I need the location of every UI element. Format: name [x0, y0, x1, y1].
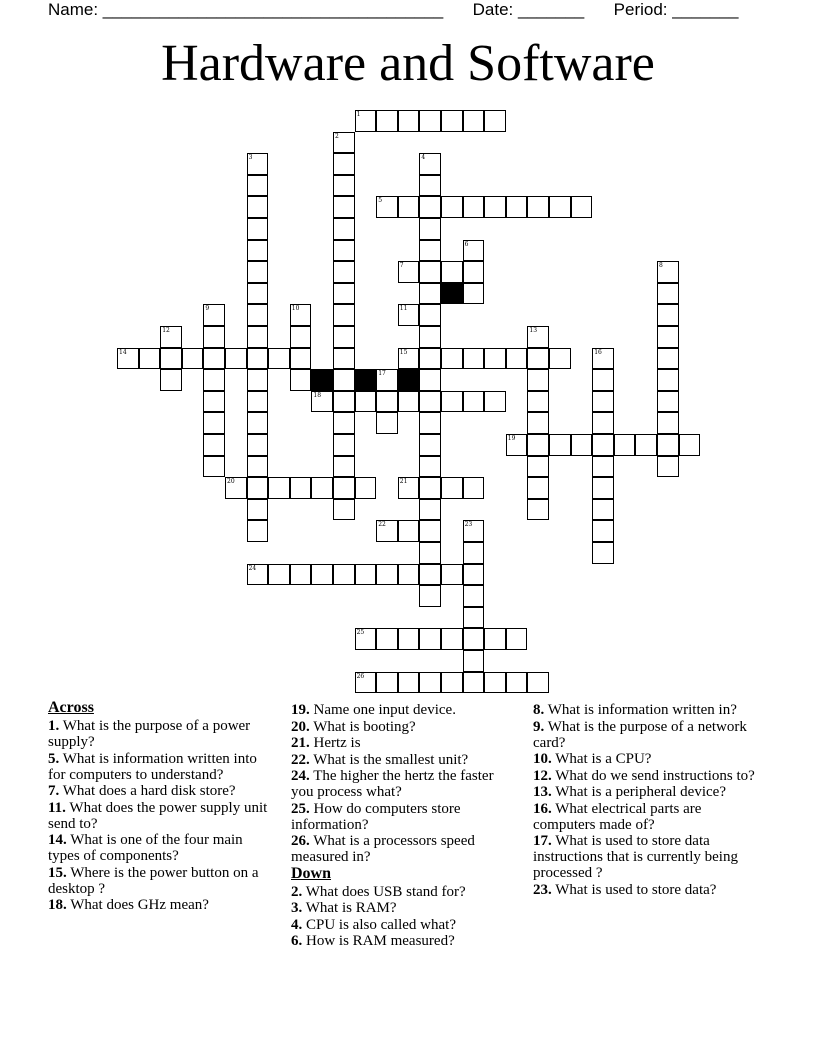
grid-cell[interactable] — [679, 434, 701, 456]
clue-18: 18. What does GHz mean? — [48, 897, 209, 913]
grid-cell[interactable] — [527, 391, 549, 413]
grid-cell[interactable] — [527, 348, 549, 370]
name-field-label[interactable]: Name: ____________________________________ — [48, 0, 444, 19]
clue-12: 12. What do we send instructions to? — [533, 767, 755, 784]
clue-10: 10. What is a CPU? — [533, 751, 652, 767]
clue-number: 13 — [529, 327, 538, 334]
grid-cell[interactable] — [247, 456, 269, 478]
grid-cell[interactable] — [398, 628, 420, 650]
grid-cell[interactable] — [247, 477, 269, 499]
grid-cell[interactable] — [182, 348, 204, 370]
grid-cell[interactable] — [419, 110, 441, 132]
clues-column-2 — [291, 702, 519, 950]
grid-cell[interactable] — [268, 348, 290, 370]
clue-number: 4 — [421, 154, 426, 162]
grid-cell[interactable] — [527, 499, 549, 521]
grid-cell[interactable] — [592, 520, 614, 542]
grid-cell[interactable] — [355, 628, 377, 650]
clue-1: 1. What is the purpose of a power supply? — [48, 718, 251, 750]
grid-cell[interactable] — [333, 261, 355, 283]
grid-cell[interactable] — [333, 153, 355, 175]
grid-cell[interactable] — [527, 477, 549, 499]
grid-cell[interactable] — [463, 477, 485, 499]
grid-cell[interactable] — [247, 369, 269, 391]
clue-number: 14 — [119, 348, 127, 356]
grid-cell[interactable] — [333, 434, 355, 456]
grid-cell[interactable] — [419, 628, 441, 650]
clue-number: 20 — [227, 478, 235, 486]
clue-23: 23. What is used to store data? — [533, 881, 717, 898]
grid-cell[interactable] — [441, 564, 463, 586]
grid-cell[interactable] — [441, 628, 463, 650]
grid-cell[interactable] — [376, 520, 398, 542]
clue-13: 13. What is a peripheral device? — [533, 784, 726, 800]
grid-cell[interactable] — [527, 672, 549, 694]
clue-number: 25 — [356, 629, 365, 637]
grid-cell[interactable] — [376, 110, 398, 132]
grid-cell[interactable] — [419, 585, 441, 607]
grid-cell[interactable] — [203, 369, 225, 391]
grid-cell[interactable] — [419, 218, 441, 240]
grid-cell[interactable] — [203, 412, 225, 434]
grid-cell[interactable] — [333, 132, 355, 154]
grid-cell[interactable] — [247, 564, 269, 586]
grid-cell[interactable] — [484, 348, 506, 370]
clue-number: 19 — [507, 435, 516, 442]
grid-cell[interactable] — [333, 283, 355, 305]
grid-cell[interactable] — [419, 196, 441, 218]
clues-column-1 — [48, 700, 278, 914]
grid-cell[interactable] — [657, 326, 679, 348]
grid-cell[interactable] — [592, 434, 614, 456]
grid-cell[interactable] — [333, 477, 355, 499]
grid-cell[interactable] — [592, 542, 614, 564]
grid-cell[interactable] — [657, 369, 679, 391]
grid-cell[interactable] — [268, 477, 290, 499]
grid-cell[interactable] — [398, 477, 420, 499]
grid-cell[interactable] — [527, 434, 549, 456]
clue-number: 24 — [248, 564, 257, 572]
grid-cell[interactable] — [247, 520, 269, 542]
grid-cell[interactable] — [203, 391, 225, 413]
grid-cell[interactable] — [225, 477, 247, 499]
grid-cell[interactable] — [419, 456, 441, 478]
grid-cell[interactable] — [419, 175, 441, 197]
clues-column-3 — [533, 702, 758, 898]
grid-cell[interactable] — [398, 672, 420, 694]
grid-cell[interactable] — [441, 477, 463, 499]
grid-cell[interactable] — [247, 326, 269, 348]
grid-cell[interactable] — [657, 391, 679, 413]
clue-number: 3 — [248, 154, 253, 162]
grid-cell[interactable] — [463, 542, 485, 564]
clue-number: 12 — [162, 327, 170, 334]
grid-cell[interactable] — [549, 434, 571, 456]
clue-4: 4. CPU is also called what? — [291, 916, 456, 933]
clue-21: 21. Hertz is — [291, 735, 361, 751]
grid-cell[interactable] — [311, 564, 333, 586]
grid-cell[interactable] — [247, 218, 269, 240]
grid-cell[interactable] — [484, 110, 506, 132]
grid-cell[interactable] — [419, 348, 441, 370]
grid-cell[interactable] — [527, 412, 549, 434]
grid-cell[interactable] — [203, 348, 225, 370]
grid-cell[interactable] — [463, 607, 485, 629]
grid-cell[interactable] — [463, 585, 485, 607]
grid-cell[interactable] — [506, 348, 528, 370]
grid-cell[interactable] — [376, 391, 398, 413]
clue-number: 10 — [291, 305, 300, 313]
period-field-label[interactable]: Period: _______ — [613, 0, 739, 19]
clue-number: 7 — [399, 262, 404, 270]
grid-cell[interactable] — [592, 412, 614, 434]
clue-17: 17. What is used to store data instructions that is currently being processed ? — [533, 833, 738, 881]
clue-5: 5. What is information written into for computers to understand? — [48, 750, 257, 783]
grid-cell[interactable] — [160, 369, 182, 391]
down-heading: Down — [291, 864, 332, 882]
grid-cell[interactable] — [376, 412, 398, 434]
grid-cell[interactable] — [419, 304, 441, 326]
grid-cell[interactable] — [398, 261, 420, 283]
grid-cell[interactable] — [333, 175, 355, 197]
grid-cell[interactable] — [247, 348, 269, 370]
grid-cell[interactable] — [657, 434, 679, 456]
grid-cell[interactable] — [549, 348, 571, 370]
grid-cell[interactable] — [333, 564, 355, 586]
grid-cell[interactable] — [419, 412, 441, 434]
grid-cell[interactable] — [333, 348, 355, 370]
grid-cell[interactable] — [657, 456, 679, 478]
grid-cell[interactable] — [290, 348, 312, 370]
clue-11: 11. What does the power supply unit send to? — [48, 799, 268, 832]
clue-number: 2 — [335, 132, 339, 140]
grid-cell[interactable] — [376, 628, 398, 650]
grid-cell[interactable] — [463, 348, 485, 370]
grid-cell[interactable] — [333, 196, 355, 218]
clue-number: 1 — [356, 111, 361, 118]
grid-cell[interactable] — [333, 412, 355, 434]
grid-cell[interactable] — [247, 499, 269, 521]
shaded-cell — [355, 369, 377, 391]
grid-cell[interactable] — [203, 326, 225, 348]
clue-3: 3. What is RAM? — [291, 900, 397, 916]
grid-cell[interactable] — [290, 304, 312, 326]
grid-cell[interactable] — [419, 261, 441, 283]
grid-cell[interactable] — [247, 261, 269, 283]
grid-cell[interactable] — [203, 304, 225, 326]
grid-cell[interactable] — [355, 477, 377, 499]
grid-cell[interactable] — [398, 348, 420, 370]
grid-cell[interactable] — [592, 477, 614, 499]
grid-cell[interactable] — [376, 672, 398, 694]
clue-number: 5 — [378, 197, 383, 205]
grid-cell[interactable] — [419, 499, 441, 521]
grid-cell[interactable] — [441, 391, 463, 413]
grid-cell[interactable] — [117, 348, 139, 370]
grid-cell[interactable] — [290, 369, 312, 391]
clue-20: 20. What is booting? — [291, 718, 416, 735]
grid-cell[interactable] — [398, 110, 420, 132]
grid-cell[interactable] — [398, 564, 420, 586]
grid-cell[interactable] — [419, 434, 441, 456]
clue-2: 2. What does USB stand for? — [291, 883, 466, 900]
grid-cell[interactable] — [376, 564, 398, 586]
grid-cell[interactable] — [484, 196, 506, 218]
grid-cell[interactable] — [592, 348, 614, 370]
date-field-label[interactable]: Date: _______ — [472, 0, 585, 19]
grid-cell[interactable] — [247, 304, 269, 326]
grid-cell[interactable] — [463, 110, 485, 132]
grid-cell[interactable] — [419, 240, 441, 262]
grid-cell[interactable] — [247, 175, 269, 197]
clue-number: 9 — [205, 305, 210, 313]
grid-cell[interactable] — [333, 326, 355, 348]
grid-cell[interactable] — [398, 304, 420, 326]
grid-cell[interactable] — [333, 499, 355, 521]
grid-cell[interactable] — [527, 326, 549, 348]
grid-cell[interactable] — [311, 477, 333, 499]
grid-cell[interactable] — [657, 283, 679, 305]
grid-cell[interactable] — [247, 283, 269, 305]
grid-cell[interactable] — [441, 261, 463, 283]
grid-cell[interactable] — [419, 153, 441, 175]
grid-cell[interactable] — [463, 261, 485, 283]
grid-cell[interactable] — [441, 196, 463, 218]
clue-25: 25. How do computers store information? — [291, 800, 461, 833]
grid-cell[interactable] — [657, 348, 679, 370]
grid-cell[interactable] — [571, 434, 593, 456]
grid-cell[interactable] — [419, 477, 441, 499]
grid-cell[interactable] — [506, 628, 528, 650]
clue-number: 23 — [464, 521, 473, 529]
grid-cell[interactable] — [376, 196, 398, 218]
clue-number: 22 — [378, 521, 386, 529]
grid-cell[interactable] — [225, 348, 247, 370]
grid-cell[interactable] — [203, 456, 225, 478]
grid-cell[interactable] — [527, 369, 549, 391]
grid-cell[interactable] — [203, 434, 225, 456]
clue-number: 21 — [399, 478, 408, 486]
grid-cell[interactable] — [657, 304, 679, 326]
shaded-cell — [398, 369, 420, 391]
grid-cell[interactable] — [527, 196, 549, 218]
grid-cell[interactable] — [247, 434, 269, 456]
grid-cell[interactable] — [247, 391, 269, 413]
grid-cell[interactable] — [355, 110, 377, 132]
grid-cell[interactable] — [463, 672, 485, 694]
clue-number: 17 — [378, 370, 386, 378]
shaded-cell — [311, 369, 333, 391]
grid-cell[interactable] — [160, 326, 182, 348]
grid-cell[interactable] — [463, 391, 485, 413]
clue-15: 15. Where is the power button on a desktop ? — [48, 864, 259, 897]
grid-cell[interactable] — [247, 153, 269, 175]
page-title: Hardware and Software — [161, 35, 655, 92]
clue-number: 6 — [464, 240, 469, 248]
grid-cell[interactable] — [290, 477, 312, 499]
grid-cell[interactable] — [419, 564, 441, 586]
grid-cell[interactable] — [527, 456, 549, 478]
grid-cell[interactable] — [247, 412, 269, 434]
grid-cell[interactable] — [311, 391, 333, 413]
grid-cell[interactable] — [290, 564, 312, 586]
grid-cell[interactable] — [592, 499, 614, 521]
grid-cell[interactable] — [484, 672, 506, 694]
grid-cell[interactable] — [268, 564, 290, 586]
grid-cell[interactable] — [463, 240, 485, 262]
clue-number: 8 — [659, 262, 663, 270]
grid-cell[interactable] — [592, 456, 614, 478]
grid-cell[interactable] — [247, 240, 269, 262]
grid-cell[interactable] — [463, 196, 485, 218]
grid-cell[interactable] — [463, 650, 485, 672]
grid-cell[interactable] — [333, 218, 355, 240]
across-heading: Across — [48, 699, 94, 716]
grid-cell[interactable] — [419, 520, 441, 542]
grid-cell[interactable] — [355, 391, 377, 413]
grid-cell[interactable] — [419, 542, 441, 564]
grid-cell[interactable] — [657, 261, 679, 283]
grid-cell[interactable] — [463, 564, 485, 586]
clue-number: 26 — [356, 672, 365, 680]
clue-number: 15 — [399, 348, 408, 356]
grid-cell[interactable] — [333, 456, 355, 478]
grid-cell[interactable] — [160, 348, 182, 370]
clue-number: 16 — [594, 348, 602, 356]
clue-19: 19. Name one input device. — [291, 702, 456, 718]
grid-cell[interactable] — [463, 520, 485, 542]
grid-cell[interactable] — [419, 283, 441, 305]
grid-cell[interactable] — [614, 434, 636, 456]
grid-cell[interactable] — [484, 391, 506, 413]
grid-cell[interactable] — [441, 348, 463, 370]
grid-cell[interactable] — [247, 196, 269, 218]
clue-24: 24. The higher the hertz the faster you process what? — [291, 768, 494, 800]
grid-cell[interactable] — [398, 391, 420, 413]
grid-cell[interactable] — [506, 672, 528, 694]
clue-number: 11 — [399, 305, 408, 313]
grid-cell[interactable] — [441, 110, 463, 132]
grid-cell[interactable] — [419, 391, 441, 413]
grid-cell[interactable] — [463, 283, 485, 305]
grid-cell[interactable] — [592, 391, 614, 413]
clue-number: 18 — [313, 391, 322, 399]
grid-cell[interactable] — [657, 412, 679, 434]
grid-cell[interactable] — [290, 326, 312, 348]
grid-cell[interactable] — [441, 672, 463, 694]
clue-8: 8. What is information written in? — [533, 702, 737, 718]
grid-cell[interactable] — [333, 304, 355, 326]
grid-cell[interactable] — [571, 196, 593, 218]
grid-cell[interactable] — [398, 196, 420, 218]
grid-cell[interactable] — [419, 369, 441, 391]
clue-16: 16. What electrical parts are computers made of? — [533, 800, 702, 833]
grid-cell[interactable] — [463, 628, 485, 650]
grid-cell[interactable] — [333, 369, 355, 391]
shaded-cell — [441, 283, 463, 305]
grid-cell[interactable] — [419, 326, 441, 348]
clue-9: 9. What is the purpose of a network card? — [533, 718, 747, 751]
clue-22: 22. What is the smallest unit? — [291, 751, 469, 768]
clue-6: 6. How is RAM measured? — [291, 933, 455, 949]
clue-26: 26. What is a processors speed measured in? — [291, 833, 475, 865]
grid-cell[interactable] — [592, 369, 614, 391]
grid-cell[interactable] — [506, 434, 528, 456]
grid-cell[interactable] — [139, 348, 161, 370]
clue-14: 14. What is one of the four main types of components? — [48, 832, 243, 864]
grid-cell[interactable] — [549, 196, 571, 218]
grid-cell[interactable] — [376, 369, 398, 391]
grid-cell[interactable] — [333, 391, 355, 413]
grid-cell[interactable] — [419, 672, 441, 694]
grid-cell[interactable] — [484, 628, 506, 650]
grid-cell[interactable] — [333, 240, 355, 262]
grid-cell[interactable] — [635, 434, 657, 456]
grid-cell[interactable] — [355, 672, 377, 694]
grid-cell[interactable] — [506, 196, 528, 218]
grid-cell[interactable] — [355, 564, 377, 586]
grid-cell[interactable] — [398, 520, 420, 542]
clue-7: 7. What does a hard disk store? — [48, 783, 236, 799]
